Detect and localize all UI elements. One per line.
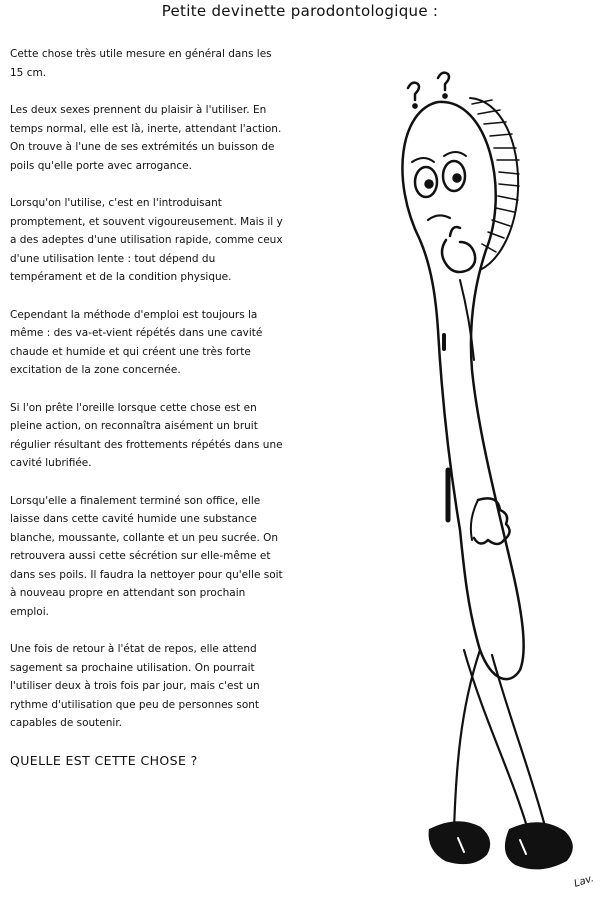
paragraph-7: Une fois de retour à l'état de repos, elle attend sagement sa prochaine utilisation. On pourrait l'utiliser deux à trois fois par jour, mais c'est un rythme d'utilisation que peu de personnes sont capables de soutenir.	[10, 643, 260, 729]
artist-signature: Lav.	[572, 873, 596, 890]
shoes	[430, 822, 572, 868]
riddle-question: QUELLE EST CETTE CHOSE ?	[10, 752, 198, 768]
toothbrush-character-illustration	[360, 70, 600, 905]
riddle-text	[10, 45, 285, 770]
eyes	[412, 152, 466, 197]
paragraph-4: Cependant la méthode d'emploi est toujours la même : des va-et-vient répétés dans une cavité chaude et humide et qui créent une très forte excitation de la zone concernée.	[10, 308, 263, 376]
paragraph-1: Cette chose très utile mesure en général dans les 15 cm.	[10, 48, 272, 79]
paragraph-3: Lorsqu'on l'utilise, c'est en l'introduisant promptement, et souvent vigoureusement. Mais il y a des adeptes d'une utilisation rapide, comme ceux d'une utilisation lente : tout dépend du tempérament et de la condition physique.	[10, 197, 283, 283]
page-title: Petite devinette parodontologique :	[161, 2, 439, 20]
paragraph-2: Les deux sexes prennent du plaisir à l'utiliser. En temps normal, elle est là, inerte, attendant l'action. On trouve à l'une de ses extrémités un buisson de poils qu'elle porte avec arrogance.	[10, 104, 282, 172]
character-body	[402, 102, 523, 679]
worried-mouth	[428, 215, 450, 220]
paragraph-6: Lorsqu'elle a finalement terminé son office, elle laisse dans cette cavité humide une substance blanche, moussante, collante et un peu sucrée. On retrouvera aussi cette sécrétion sur elle-même et dans ses poils. Il faudra la nettoyer pour qu'elle soit à nouveau propre en attendant son prochain emploi.	[10, 494, 283, 618]
paragraph-5: Si l'on prête l'oreille lorsque cette chose est en pleine action, on reconnaîtra aisément un bruit régulier résultant des frottements répétés dans une cavité lubrifiée.	[10, 401, 283, 469]
